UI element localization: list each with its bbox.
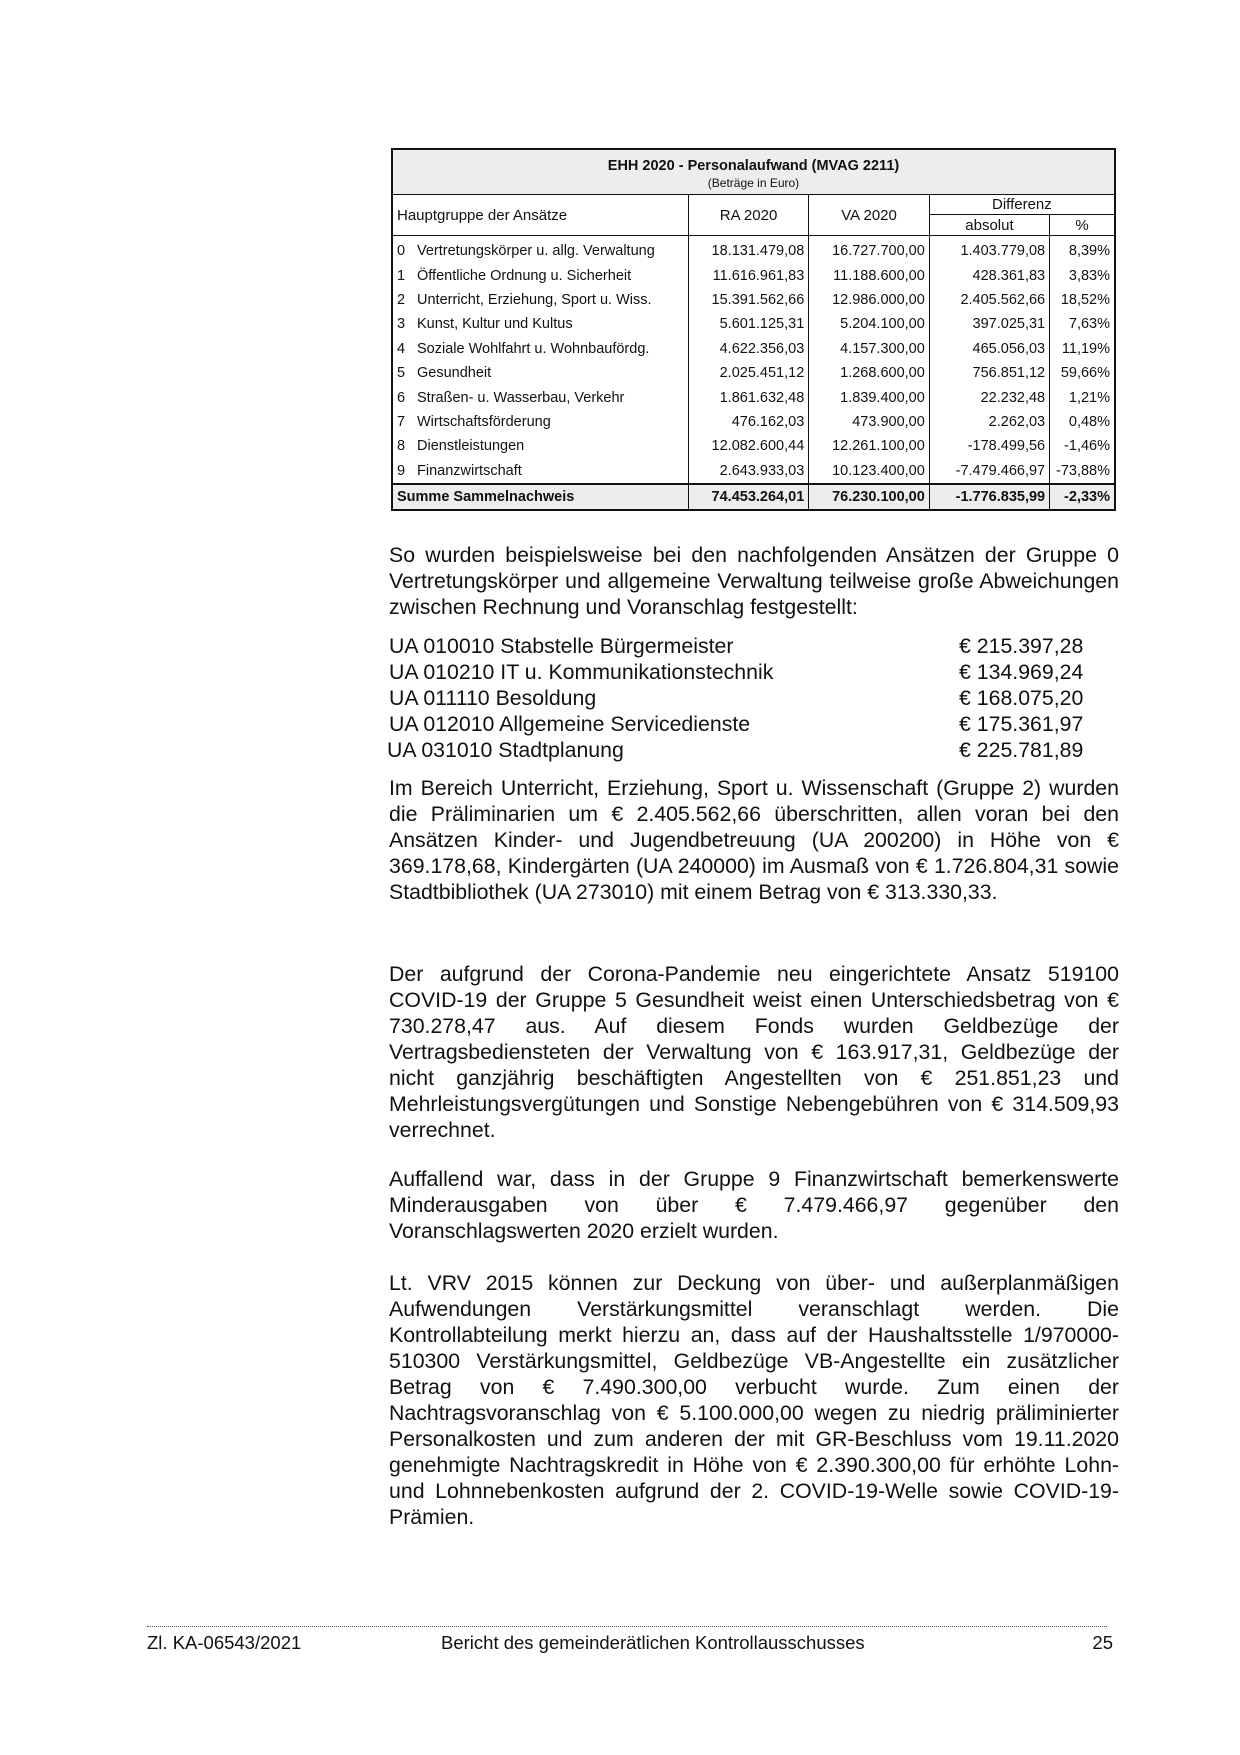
row-group-label: Wirtschaftsförderung <box>417 413 551 430</box>
row-ra: 18.131.479,08 <box>688 236 809 264</box>
table-total-row <box>392 484 1115 510</box>
row-pct: 59,66% <box>1050 361 1115 385</box>
paragraph-vrv <box>389 1270 1119 1530</box>
total-abs: -1.776.835,99 <box>929 484 1049 510</box>
total-ra: 74.453.264,01 <box>688 484 809 510</box>
row-pct: 8,39% <box>1050 236 1115 264</box>
ua-list-item <box>389 737 1109 763</box>
row-abs: -178.499,56 <box>929 434 1049 458</box>
ua-label: UA 031010 Stadtplanung <box>387 738 624 762</box>
row-abs: 756.851,12 <box>929 361 1049 385</box>
row-ra: 11.616.961,83 <box>688 263 809 287</box>
ua-amount: € 175.361,97 <box>959 712 1084 736</box>
ua-list-item <box>389 659 1109 685</box>
footer-reference: Zl. KA-06543/2021 <box>147 1632 302 1653</box>
row-group-label: Vertretungskörper u. allg. Verwaltung <box>417 243 655 260</box>
row-ra: 5.601.125,31 <box>688 312 809 336</box>
row-group-name <box>392 459 688 484</box>
row-group-name <box>392 361 688 385</box>
row-va: 4.157.300,00 <box>809 337 930 361</box>
row-group-index: 5 <box>397 365 406 382</box>
paragraph-gruppe-2-text: Im Bereich Unterricht, Erziehung, Sport u. Wissenschaft (Gruppe 2) wurden die Präliminarien um € 2.405.562,66 überschritten, allen voran bei den Ansätzen Kinder- und Jugendbetreuung (UA 200200) in Höhe von € 369.178,68, Kindergärten (UA 240000) im Ausmaß von € 1.726.804,31 sowie Stadtbibliothek (UA 273010) mit einem Betrag von € 313.330,33. <box>389 776 1119 904</box>
total-va: 76.230.100,00 <box>809 484 930 510</box>
row-group-label: Straßen- u. Wasserbau, Verkehr <box>417 389 625 406</box>
table-row <box>392 236 1115 264</box>
table-row <box>392 312 1115 336</box>
ua-list-item <box>389 633 1109 659</box>
page-footer <box>147 1632 1113 1654</box>
row-group-label: Dienstleistungen <box>417 438 525 455</box>
row-group-index: 7 <box>397 413 406 430</box>
row-group-label: Öffentliche Ordnung u. Sicherheit <box>417 267 632 284</box>
row-pct: 7,63% <box>1050 312 1115 336</box>
table-body <box>392 236 1115 484</box>
paragraph-covid <box>389 961 1119 1143</box>
row-group-name <box>392 385 688 409</box>
row-pct: 11,19% <box>1050 337 1115 361</box>
header-ra: RA 2020 <box>688 195 809 236</box>
table-row <box>392 410 1115 434</box>
row-va: 1.268.600,00 <box>809 361 930 385</box>
ua-list <box>389 633 1109 763</box>
paragraph-intro <box>389 542 1119 620</box>
row-group-index: 0 <box>397 243 406 260</box>
row-group-label: Soziale Wohlfahrt u. Wohnbaufördg. <box>417 340 650 357</box>
row-ra: 15.391.562,66 <box>688 288 809 312</box>
row-abs: 428.361,83 <box>929 263 1049 287</box>
row-ra: 12.082.600,44 <box>688 434 809 458</box>
ua-amount: € 134.969,24 <box>959 660 1084 684</box>
row-pct: 0,48% <box>1050 410 1115 434</box>
row-ra: 2.025.451,12 <box>688 361 809 385</box>
row-group-label: Gesundheit <box>417 365 492 382</box>
row-group-index: 2 <box>397 291 406 308</box>
row-group-name <box>392 434 688 458</box>
row-abs: -7.479.466,97 <box>929 459 1049 484</box>
ua-list-item <box>389 711 1109 737</box>
row-group-name <box>392 288 688 312</box>
row-group-name <box>392 337 688 361</box>
total-pct: -2,33% <box>1050 484 1115 510</box>
row-group-label: Unterricht, Erziehung, Sport u. Wiss. <box>417 291 652 308</box>
row-pct: 3,83% <box>1050 263 1115 287</box>
row-pct: -1,46% <box>1050 434 1115 458</box>
table-row <box>392 385 1115 409</box>
table-row <box>392 459 1115 484</box>
page-number: 25 <box>1092 1632 1113 1653</box>
row-group-index: 6 <box>397 389 406 406</box>
ua-list-item <box>389 685 1109 711</box>
paragraph-gruppe-2 <box>389 775 1119 905</box>
row-va: 5.204.100,00 <box>809 312 930 336</box>
row-va: 12.261.100,00 <box>809 434 930 458</box>
row-group-name <box>392 263 688 287</box>
ua-label: UA 011110 Besoldung <box>389 686 597 710</box>
header-diff: Differenz <box>929 195 1115 215</box>
ua-label: UA 010210 IT u. Kommunikationstechnik <box>389 660 774 684</box>
row-ra: 1.861.632,48 <box>688 385 809 409</box>
row-group-name <box>392 410 688 434</box>
paragraph-covid-text: Der aufgrund der Corona-Pandemie neu eingerichtete Ansatz 519100 COVID-19 der Gruppe 5 Gesundheit weist einen Unterschiedsbetrag von € 730.278,47 aus. Auf diesem Fonds wurden Geldbezüge der Vertragsbediensteten der Verwaltung von € 163.917,31, Geldbezüge der nicht ganzjährig beschäftigten Angestellten von € 251.851,23 und Mehrleistungsvergütungen und Sonstige Nebengebühren von € 314.509,93 verrechnet. <box>389 962 1119 1142</box>
row-abs: 22.232,48 <box>929 385 1049 409</box>
paragraph-vrv-text: Lt. VRV 2015 können zur Deckung von über- und außerplanmäßigen Aufwendungen Verstärkungsmittel veranschlagt werden. Die Kontrollabteilung merkt hierzu an, dass auf der Haushaltsstelle 1/970000-510300 Verstärkungsmittel, Geldbezüge VB-Angestellte ein zusätzlicher Betrag von € 7.490.300,00 verbucht wurde. Zum einen der Nachtragsvoranschlag von € 5.100.000,00 wegen zu niedrig präliminierter Personalkosten und zum anderen der mit GR-Beschluss vom 19.11.2020 genehmigte Nachtragskredit in Höhe von € 2.390.300,00 für erhöhte Lohn- und Lohnnebenkosten aufgrund der 2. COVID-19-Welle sowie COVID-19-Prämien. <box>389 1271 1119 1529</box>
ua-label: UA 010010 Stabstelle Bürgermeister <box>389 634 734 658</box>
row-ra: 4.622.356,03 <box>688 337 809 361</box>
paragraph-intro-text: So wurden beispielsweise bei den nachfolgenden Ansätzen der Gruppe 0 Vertretungskörper und allgemeine Verwaltung teilweise große Abweichungen zwischen Rechnung und Voranschlag festgestellt: <box>389 543 1119 619</box>
row-group-index: 9 <box>397 462 406 479</box>
row-pct: 18,52% <box>1050 288 1115 312</box>
table-row <box>392 288 1115 312</box>
row-va: 1.839.400,00 <box>809 385 930 409</box>
row-va: 473.900,00 <box>809 410 930 434</box>
ua-label: UA 012010 Allgemeine Servicedienste <box>389 712 751 736</box>
table-row <box>392 361 1115 385</box>
total-label: Summe Sammelnachweis <box>392 484 688 510</box>
ua-amount: € 168.075,20 <box>959 686 1084 710</box>
table-title: EHH 2020 - Personalaufwand (MVAG 2211) <box>607 158 900 174</box>
row-pct: -73,88% <box>1050 459 1115 484</box>
header-abs: absolut <box>929 215 1049 236</box>
row-abs: 1.403.779,08 <box>929 236 1049 264</box>
table-row <box>392 337 1115 361</box>
ua-amount: € 225.781,89 <box>959 738 1084 762</box>
personalaufwand-table <box>391 148 1116 511</box>
row-group-index: 3 <box>397 316 406 333</box>
row-abs: 465.056,03 <box>929 337 1049 361</box>
row-group-label: Kunst, Kultur und Kultus <box>417 316 573 333</box>
footer-divider <box>147 1626 1107 1627</box>
row-va: 10.123.400,00 <box>809 459 930 484</box>
row-ra: 476.162,03 <box>688 410 809 434</box>
row-va: 11.188.600,00 <box>809 263 930 287</box>
footer-title: Bericht des gemeinderätlichen Kontrollausschusses <box>441 1632 865 1653</box>
row-group-label: Finanzwirtschaft <box>417 462 522 479</box>
paragraph-gruppe-9 <box>389 1166 1119 1244</box>
row-pct: 1,21% <box>1050 385 1115 409</box>
row-group-name <box>392 236 688 264</box>
row-va: 16.727.700,00 <box>809 236 930 264</box>
row-va: 12.986.000,00 <box>809 288 930 312</box>
header-va: VA 2020 <box>809 195 930 236</box>
paragraph-gruppe-9-text: Auffallend war, dass in der Gruppe 9 Finanzwirtschaft bemerkenswerte Minderausgaben von über € 7.479.466,97 gegenüber den Voranschlagswerten 2020 erzielt wurden. <box>389 1167 1119 1243</box>
header-pct: % <box>1050 215 1115 236</box>
row-abs: 397.025,31 <box>929 312 1049 336</box>
row-abs: 2.262,03 <box>929 410 1049 434</box>
ua-amount: € 215.397,28 <box>959 634 1084 658</box>
row-ra: 2.643.933,03 <box>688 459 809 484</box>
row-group-index: 8 <box>397 438 406 455</box>
header-group: Hauptgruppe der Ansätze <box>392 195 688 236</box>
table-row <box>392 263 1115 287</box>
row-group-index: 4 <box>397 340 406 357</box>
table-row <box>392 434 1115 458</box>
row-group-name <box>392 312 688 336</box>
row-abs: 2.405.562,66 <box>929 288 1049 312</box>
table-title-block <box>392 149 1115 195</box>
table-subtitle: (Beträge in Euro) <box>707 176 800 190</box>
row-group-index: 1 <box>397 267 406 284</box>
